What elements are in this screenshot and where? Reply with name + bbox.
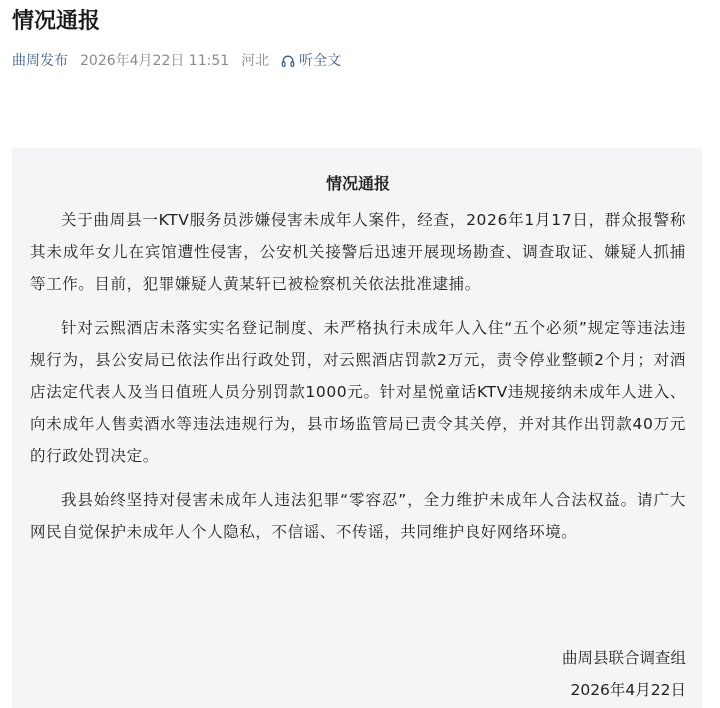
listen-button[interactable]	[281, 50, 341, 72]
signature-org: 曲周县联合调查组	[561, 649, 686, 667]
notice-signature	[562, 642, 686, 706]
signature-date: 2026年4月22日	[570, 681, 686, 699]
article-meta	[12, 50, 341, 72]
source-link[interactable]: 曲周发布	[12, 53, 68, 69]
page-title: 情况通报	[12, 9, 101, 34]
publish-datetime: 2026年4月22日 11:51	[80, 53, 230, 69]
notice-content	[12, 148, 702, 708]
notice-heading: 情况通报	[325, 174, 390, 193]
headphones-icon	[281, 54, 295, 68]
notice-paragraph: 关于曲周县一KTV服务员涉嫌侵害未成年人案件，经查，2026年1月17日，群众报警称其未成年女儿在宾馆遭性侵害，公安机关接警后迅速开展现场勘查、调查取证、嫌疑人抓捕等工作。目前，犯罪嫌疑人黄某轩已被检察机关依法批准逮捕。	[30, 211, 686, 293]
notice-paragraph: 我县始终坚持对侵害未成年人违法犯罪“零容忍”，全力维护未成年人合法权益。请广大网民自觉保护未成年人个人隐私，不信谣、不传谣，共同维护良好网络环境。	[30, 491, 686, 541]
notice-paragraph: 针对云熙酒店未落实实名登记制度、未严格执行未成年人入住“五个必须”规定等违法违规行为，县公安局已依法作出行政处罚，对云熙酒店罚款2万元，责令停业整顿2个月；对酒店法定代表人及当日值班人员分别罚款1000元。针对星悦童话KTV违规接纳未成年人进入、向未成年人售卖酒水等违法违规行为，县市场监管局已责令其关停，并对其作出罚款40万元的行政处罚决定。	[30, 319, 686, 465]
listen-label: 听全文	[299, 53, 342, 69]
publish-location: 河北	[241, 53, 270, 69]
